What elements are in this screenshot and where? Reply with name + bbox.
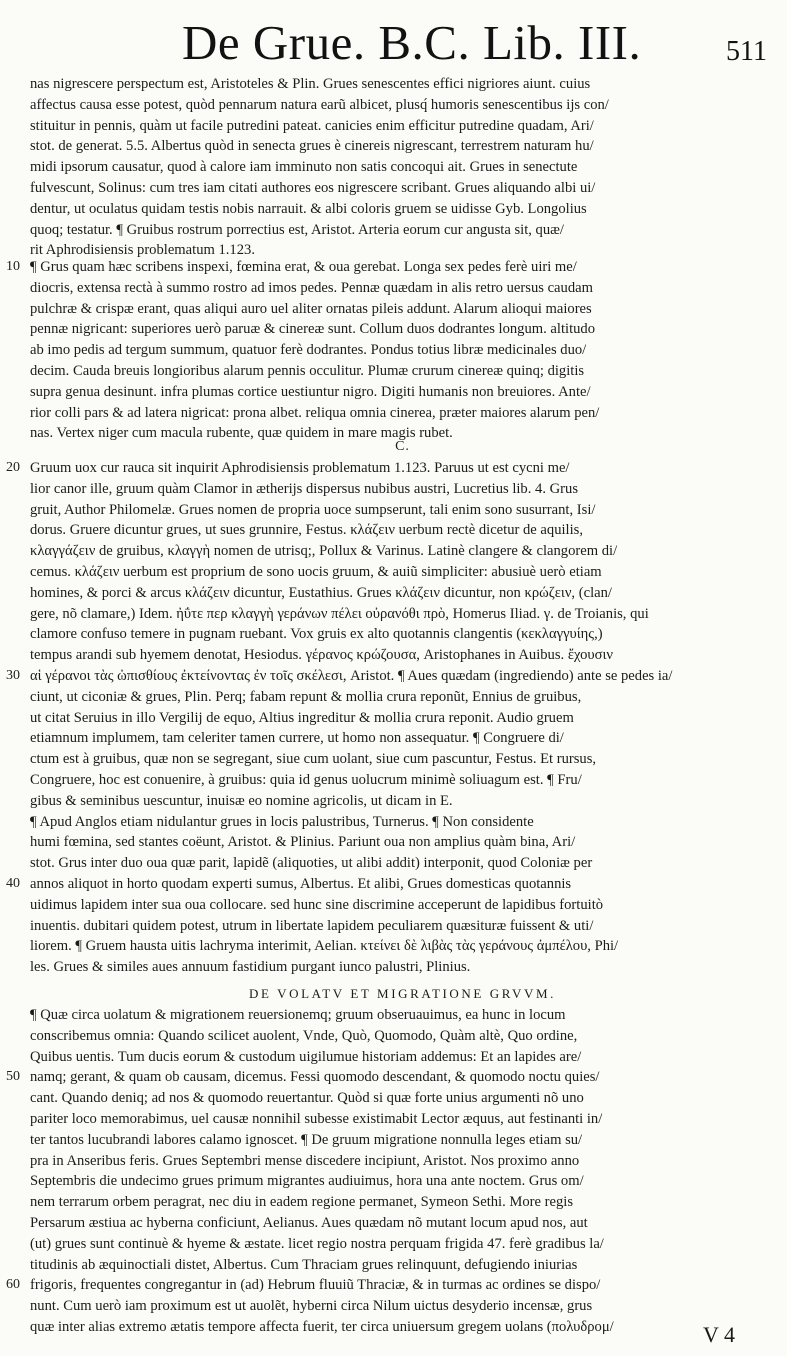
line-text: nem terrarum orbem peragrat, nec diu in eadem regione permanet, Symeon Sethi. More regis — [30, 1194, 574, 1211]
line-text: annos aliquot in horto quodam experti sumus, Albertus. Et alibi, Grues domesticas quotannis — [30, 875, 572, 892]
line-text: humi fœmina, sed stantes coëunt, Aristot. & Plinius. Pariunt oua non amplius quàm bina, Ari/ — [30, 834, 576, 851]
text-line — [30, 791, 775, 812]
line-text: titudinis ab æquinoctiali distet, Albertus. Cum Thraciam grues relinquunt, defugiendo iniurias — [30, 1256, 578, 1273]
text-line — [30, 361, 775, 382]
line-text: ¶ Quæ circa uolatum & migrationem reuersionemq; gruum obseruauimus, ea hunc in locum — [30, 1007, 566, 1023]
text-line — [30, 500, 775, 521]
line-text: Persarum æstiua ac hyberna conficiunt, Aelianus. Aues quædam nõ mutant locum apud nos, aut — [30, 1214, 588, 1231]
line-text: κλαγγάζειν de gruibus, κλαγγὴ nomen de utrisq;, Pollux & Varinus. Latinè clangere & clangorem di/ — [30, 543, 618, 560]
line-text: αἱ γέρανοι τὰς ὠπισθίους ἐκτείνοντας ἐν τοῖς σκέλεσι, Aristot. ¶ Aues quædam (ingrediendo) ante se pedes ia/ — [30, 667, 673, 684]
text-line — [6, 874, 775, 895]
line-text: frigoris, frequentes congregantur in (ad) Hebrum fluuiũ Thraciæ, & in turmas ac ordines se dispo/ — [30, 1277, 601, 1294]
text-line — [30, 520, 775, 541]
line-text: ter tantos lucubrandi labores calamo ignoscet. ¶ De gruum migratione nonnulla leges etiam su/ — [30, 1131, 583, 1148]
text-line — [30, 178, 775, 199]
line-text: Septembris die undecimo grues primum migrantes audiuimus, hora una ante noctem. Grus om/ — [30, 1173, 584, 1190]
text-line — [30, 1151, 775, 1172]
text-line — [30, 1005, 775, 1026]
line-text: gere, nõ clamare,) Idem. ἠΰτε περ κλαγγὴ γεράνων πέλει οὐρανόθι πρὸ, Homerus Iliad. γ. de Troianis, qui — [30, 605, 649, 622]
text-line — [30, 832, 775, 853]
paragraph-block-4 — [6, 983, 775, 1338]
text-line — [30, 1171, 775, 1192]
text-line — [6, 257, 775, 278]
text-line — [30, 749, 775, 770]
text-line — [30, 583, 775, 604]
text-line — [30, 220, 775, 241]
line-text: stot. Grus inter duo oua quæ parit, lapidẽ (aliquoties, ut alibi addit) interponit, quod Coloniæ per — [30, 855, 593, 872]
text-line — [30, 1317, 775, 1338]
line-text: quæ inter alias extremo ætatis tempore affecta fuerit, ter circa uniuersum gregem uolans (πολυδρομ/ — [30, 1318, 614, 1335]
line-text: pra in Anseribus feris. Grues Septembri mense discedere incipiunt, Aristot. Nos proximo anno — [30, 1152, 580, 1169]
text-line — [30, 1296, 775, 1317]
text-line — [30, 770, 775, 791]
line-number: 10 — [6, 259, 20, 274]
text-line — [30, 1026, 775, 1047]
text-line — [30, 95, 775, 116]
line-text: ctum est à gruibus, quæ non se segregant, siue cum uolant, siue cum pascuntur, Festus. Et rursus, — [30, 751, 597, 768]
line-text: tempus arandi sub hyemem denotat, Hesiodus. γέρανος κρώζουσα, Aristophanes in Auibus. ἔχουσιν — [30, 647, 614, 664]
text-line — [30, 157, 775, 178]
text-line — [30, 541, 775, 562]
running-title: De Grue. B.C. Lib. III. — [182, 15, 642, 70]
text-line — [30, 278, 775, 299]
text-line — [30, 936, 775, 957]
line-text: dentur, ut oculatus quidam testis nobis narrauit. & albi coloris gruem se uidisse Gyb. Longolius — [30, 200, 587, 217]
text-line — [30, 403, 775, 424]
line-text: stot. de generat. 5.5. Albertus quòd in senecta grues è cinereis nigrescant, terrestrem naturam hu/ — [30, 138, 594, 155]
line-text: cant. Quando deniq; ad nos & quomodo reuertantur. Quòd si quæ forte unius argumenti nõ uno — [30, 1090, 584, 1107]
section-heading-volatu: DE VOLATV ET MIGRATIONE GRVVM. — [249, 986, 556, 1001]
line-text: rior colli pars & ad latera nigricat: prona albet. reliqua omnia cinerea, præter maiores alarum pen/ — [30, 404, 600, 421]
text-line — [30, 382, 775, 403]
text-line — [6, 1067, 775, 1088]
text-line — [30, 1192, 775, 1213]
line-text: fulvescunt, Solinus: cum tres iam citati authores eos nigrescere scribant. Grues aliquando albi ui/ — [30, 179, 596, 196]
line-text: supra genua desinunt. infra plumas cortice uestiuntur nigro. Digiti humanis non breuiores. Ante/ — [30, 383, 591, 400]
section-letter-c: C. — [395, 439, 410, 454]
line-text: nunt. Cum uerò iam proximum est ut auolẽt, hyberni circa Nilum uictus desyderio incensæ, grus — [30, 1298, 593, 1315]
line-text: les. Grues & similes aues annuum fastidium purgant iunco palustri, Plinius. — [30, 959, 471, 976]
text-line — [30, 74, 775, 95]
text-line — [30, 853, 775, 874]
line-text: ut citat Seruius in illo Vergilij de equo, Altius ingreditur & mollia crura reponit. Audio gruem — [30, 709, 574, 726]
text-line — [30, 916, 775, 937]
line-text: diocris, extensa rectà à summo rostro ad imos pedes. Pennæ quædam in alis retro uersus caudam — [30, 279, 593, 296]
text-line — [30, 957, 775, 978]
line-number: 50 — [6, 1069, 20, 1085]
line-text: cemus. κλάζειν uerbum est proprium de sono uocis gruum, & auiũ simpliciter: abusiuè uerò etiam — [30, 563, 602, 580]
line-text: namq; gerant, & quam ob causam, dicemus. Fessi quomodo descendant, & quomodo noctu quies/ — [30, 1069, 600, 1086]
text-line — [30, 1130, 775, 1151]
line-text: Gruum uox cur rauca sit inquirit Aphrodisiensis problematum 1.123. Paruus ut est cycni me/ — [30, 460, 570, 476]
line-number: 20 — [6, 460, 20, 475]
text-line — [6, 666, 775, 687]
line-text: ¶ Apud Anglos etiam nidulantur grues in locis palustribus, Turnerus. ¶ Non considente — [30, 813, 534, 830]
page-header — [0, 14, 787, 74]
line-text: pennæ nigricant: superiores uerò paruæ & cinereæ sunt. Collum duos dodrantes longum. altitudo — [30, 321, 596, 338]
paragraph-block-1 — [30, 74, 775, 261]
text-line — [30, 340, 775, 361]
line-text: ab imo pedis ad tergum summum, quatuor ferè dodrantes. Pondus totius libræ medicinales duo/ — [30, 342, 587, 359]
line-text: uidimus lapidem inter sua oua collocare. sed hunc sine discrimine acceperunt de lapidibus fortuitò — [30, 896, 604, 913]
line-text: nas nigrescere perspectum est, Aristoteles & Plin. Grues senescentes effici nigriores aiunt. cuius — [30, 76, 591, 92]
text-line — [30, 299, 775, 320]
line-text: Congruere, hoc est conuenire, à gruibus: quia id genus uolucrum minimè soliuagum est. ¶ Fru/ — [30, 771, 582, 788]
line-text: nas. Vertex niger cum macula rubente, quæ quidem in mare magis rubet. — [30, 425, 453, 442]
text-line — [30, 1109, 775, 1130]
text-line — [30, 136, 775, 157]
line-text: gruit, Author Philomelæ. Grues nomen de propria uoce sumpserunt, tali enim sono susurrant, Isi/ — [30, 501, 596, 518]
line-text: homines, & porci & arcus κλάζειν dicuntur, Eustathius. Grues κλάζειν dicuntur, non κρώζειν, (clan/ — [30, 584, 612, 601]
line-text: etiamnum implumem, tam celeriter tamen currere, ut homo non assequatur. ¶ Congruere di/ — [30, 730, 564, 747]
text-line — [30, 1234, 775, 1255]
text-line — [30, 199, 775, 220]
line-text: pulchræ & crispæ erant, quas aliqui auro uel aliter ornatas pileis addunt. Alarum alioqui maiores — [30, 300, 592, 317]
line-text: pariter loco memorabimus, uel causæ nonnihil subesse existimabit Lector æquus, aut festinanti in/ — [30, 1110, 603, 1127]
line-text: lior canor ille, gruum quàm Clamor in ætherijs dispersus nubibus austri, Lucretius lib. 4. Grus — [30, 480, 578, 497]
line-text: inuentis. dubitari quidem potest, utrum in libertate lapidem peculiarem quæsituræ fuissent & uti/ — [30, 917, 594, 934]
paragraph-block-3 — [6, 436, 775, 978]
page-number: 511 — [726, 36, 767, 67]
text-line — [30, 562, 775, 583]
text-line — [30, 1255, 775, 1276]
paragraph-block-2 — [6, 257, 775, 444]
text-line — [30, 479, 775, 500]
line-text: Quibus uentis. Tum ducis eorum & custodum uigilumue historiam addemus: Et an lapides are/ — [30, 1048, 582, 1065]
line-text: quoq; testatur. ¶ Gruibus rostrum porrectius est, Aristot. Arteria eorum cur angusta sit, quæ/ — [30, 221, 564, 238]
text-line — [30, 728, 775, 749]
line-text: stituitur in pennis, quàm ut facile putredini pateat. canicies enim efficitur putredine quadam, Ari/ — [30, 117, 594, 134]
line-number: 60 — [6, 1277, 20, 1293]
text-line — [30, 116, 775, 137]
line-text: decim. Cauda breuis longioribus alarum pennis occulitur. Plumæ crurum cinereæ quinq; digitis — [30, 362, 585, 379]
text-line — [30, 1088, 775, 1109]
line-text: liorem. ¶ Gruem hausta uitis lachryma interimit, Aelian. κτείνει δὲ λιβὰς τὰς γεράνους ἀμπέλου, Phi/ — [30, 938, 619, 955]
line-text: ¶ Grus quam hæc scribens inspexi, fœmina erat, & oua gerebat. Longa sex pedes ferè uiri me/ — [30, 259, 577, 275]
text-line — [30, 708, 775, 729]
text-line — [30, 624, 775, 645]
text-line — [30, 604, 775, 625]
line-text: clamore confuso temere in pugnam ruebant. Vox gruis ex alto quotannis clangentis (κεκλαγγυίης,) — [30, 626, 603, 643]
line-number: 30 — [6, 667, 20, 683]
text-line — [30, 687, 775, 708]
text-line — [30, 1213, 775, 1234]
text-line — [6, 458, 775, 479]
line-text: conscribemus omnia: Quando scilicet auolent, Vnde, Quò, Quomodo, Quàm altè, Quo ordine, — [30, 1027, 578, 1044]
line-text: ciunt, ut ciconiæ & grues, Plin. Perq; fabam repunt & mollia crura reponũt, Ennius de gruibus, — [30, 688, 582, 705]
line-number: 40 — [6, 875, 20, 891]
line-text: gibus & seminibus uescuntur, inuisæ eo nomine agricolis, ut dicam in E. — [30, 792, 453, 809]
signature-mark: V 4 — [703, 1322, 735, 1347]
line-text: dorus. Gruere dicuntur grues, ut sues grunnire, Festus. κλάζειν uerbum rectè dicetur de aquilis, — [30, 522, 583, 539]
line-text: (ut) grues sunt continuè & hyeme & æstate. licet regio nostra perquam frigida 47. ferè gradibus la/ — [30, 1235, 604, 1252]
text-line — [30, 895, 775, 916]
line-text: rit Aphrodisiensis problematum 1.123. — [30, 242, 255, 259]
text-line — [30, 645, 775, 666]
text-line — [30, 812, 775, 833]
text-line — [30, 1047, 775, 1068]
text-line — [30, 319, 775, 340]
line-text: affectus causa esse potest, quòd pennarum natura earũ albicet, plusq́ humoris senescentibus ijs con/ — [30, 96, 609, 113]
line-text: midi ipsorum causatur, quod à calore iam imminuto non satis concoqui ait. Grues in senectute — [30, 159, 578, 176]
text-line — [6, 1275, 775, 1296]
